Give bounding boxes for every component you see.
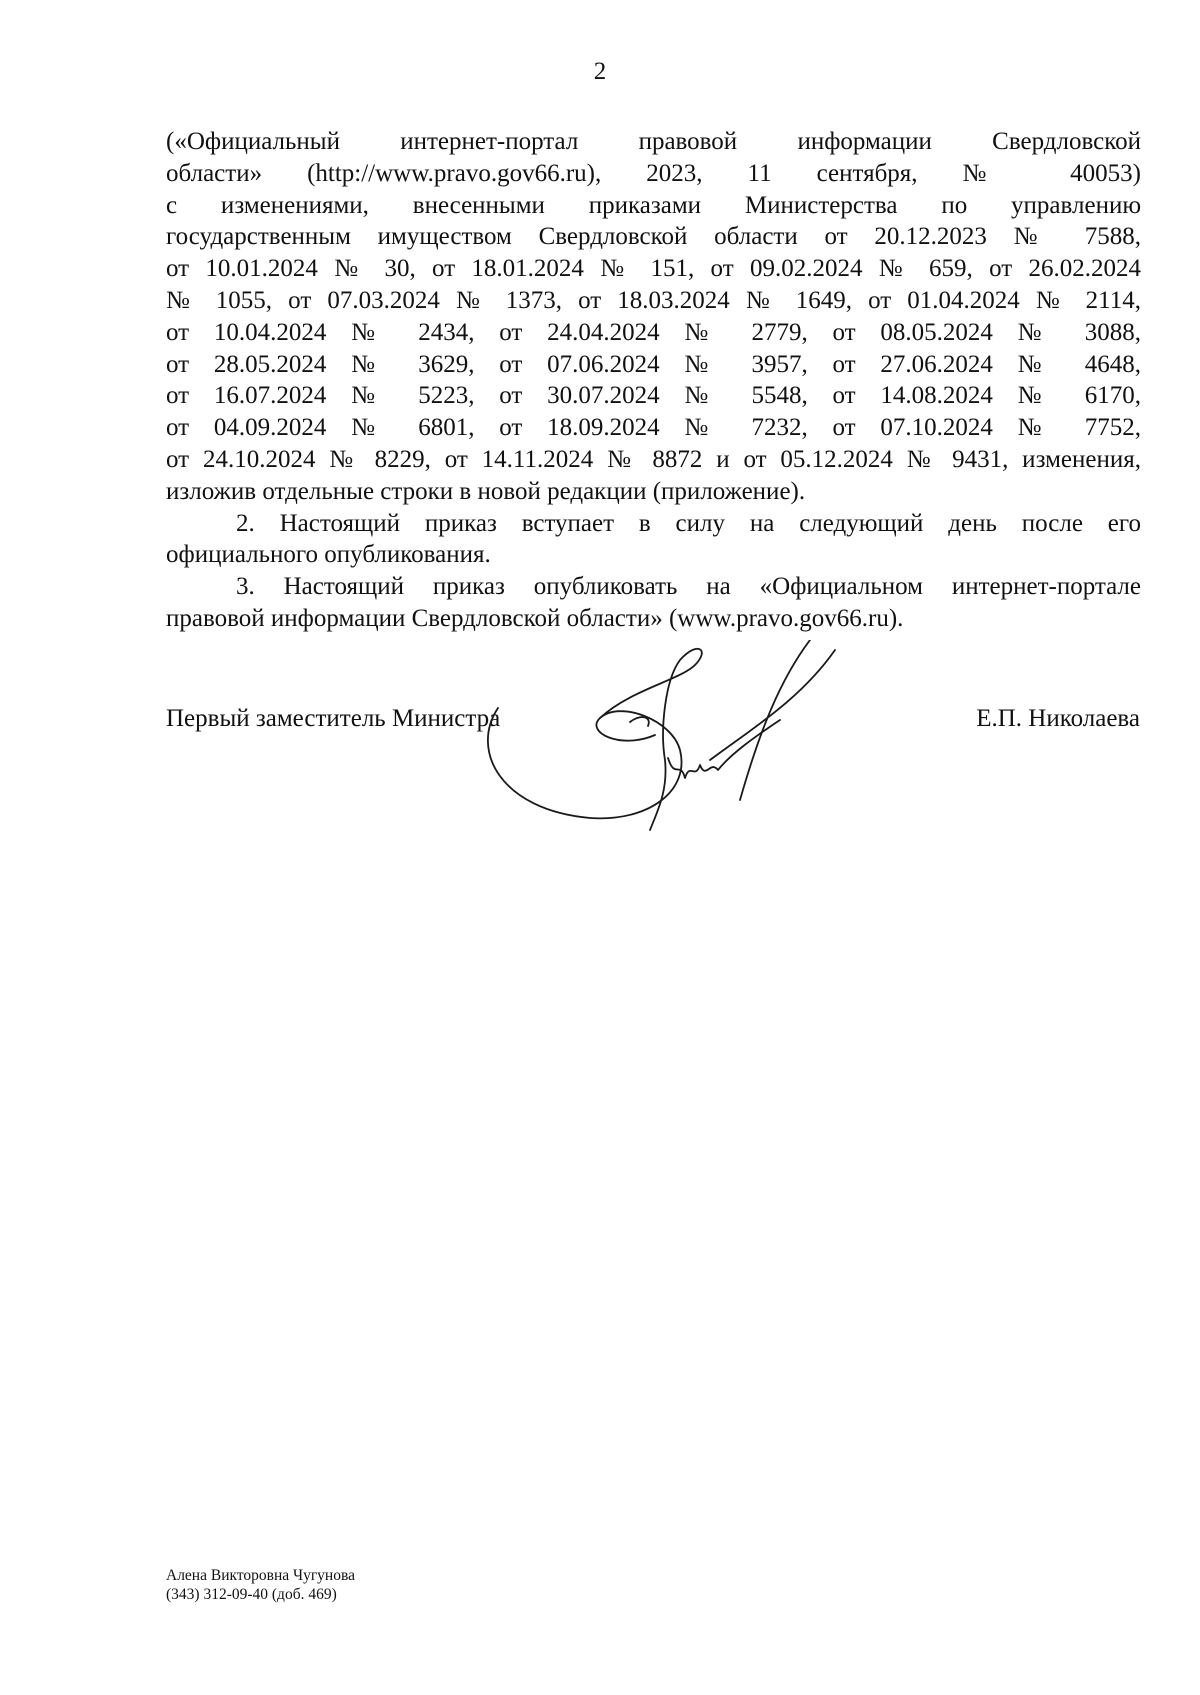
executor-name: Алена Викторовна Чугунова (166, 1567, 355, 1584)
text-line: 3. Настоящий приказ опубликовать на «Официальном интернет-портале (236, 573, 1141, 601)
text-line: («Официальный интернет-портал правовой информации Свердловской (166, 128, 1141, 155)
text-line: от 04.09.2024 № 6801, от 18.09.2024 № 7232, от 07.10.2024 № 7752, (166, 414, 1141, 442)
page-number: 2 (593, 58, 607, 85)
executor-phone: (343) 312-09-40 (доб. 469) (166, 1586, 337, 1603)
signer-name: Е.П. Николаева (976, 705, 1140, 732)
text-line: изложив отдельные строки в новой редакции (приложение). (166, 477, 806, 505)
text-line: государственным имуществом Свердловской области от 20.12.2023 № 7588, (166, 223, 1141, 251)
text-line: от 10.01.2024 № 30, от 18.01.2024 № 151, от 09.02.2024 № 659, от 26.02.2024 (166, 255, 1141, 283)
text-line: от 10.04.2024 № 2434, от 24.04.2024 № 2779, от 08.05.2024 № 3088, (166, 318, 1141, 346)
paragraph-amendments (166, 126, 1141, 508)
handwritten-signature (480, 640, 840, 840)
paragraph-publication (166, 571, 1141, 635)
document-body (166, 126, 1141, 635)
text-line: 2. Настоящий приказ вступает в силу на следующий день после его (236, 509, 1141, 537)
text-line: № 1055, от 07.03.2024 № 1373, от 18.03.2024 № 1649, от 01.04.2024 № 2114, (166, 286, 1141, 314)
text-line: от 28.05.2024 № 3629, от 07.06.2024 № 3957, от 27.06.2024 № 4648, (166, 350, 1141, 378)
executor-info (166, 1566, 355, 1604)
text-line: правовой информации Свердловской области» (www.pravo.gov66.ru). (166, 604, 904, 632)
text-line: официального опубликования. (166, 541, 491, 569)
text-line: от 16.07.2024 № 5223, от 30.07.2024 № 5548, от 14.08.2024 № 6170, (166, 382, 1141, 410)
text-line: области» (http://www.pravo.gov66.ru), 2023, 11 сентября, № 40053) (166, 159, 1141, 187)
signer-title: Первый заместитель Министра (166, 705, 501, 732)
paragraph-effective-date (166, 508, 1141, 572)
text-line: с изменениями, внесенными приказами Министерства по управлению (166, 191, 1141, 219)
text-line: от 24.10.2024 № 8229, от 14.11.2024 № 8872 и от 05.12.2024 № 9431, изменения, (166, 445, 1141, 473)
